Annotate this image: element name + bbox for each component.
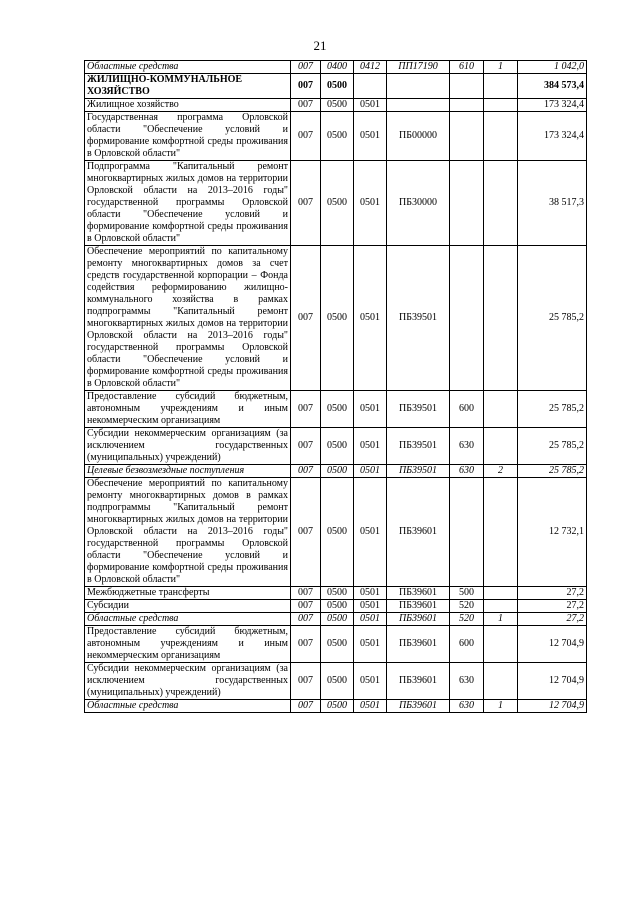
section-code-cell: 0500 <box>321 99 354 112</box>
table-row <box>85 626 587 663</box>
item-name-cell: Предоставление субсидий бюджетным, автономным учреждениям и иным некоммерческим организациям <box>85 391 291 428</box>
amount-cell: 1 042,0 <box>518 61 587 74</box>
target-item-code-cell <box>387 74 450 99</box>
target-item-code-cell: ПБ39601 <box>387 478 450 587</box>
target-item-code-cell: ПБ39601 <box>387 663 450 700</box>
expense-type-code-cell <box>450 112 484 161</box>
department-code-cell: 007 <box>291 587 321 600</box>
page-number: 21 <box>313 38 327 53</box>
section-code-cell: 0500 <box>321 587 354 600</box>
funding-source-cell <box>484 246 518 391</box>
section-code-cell: 0500 <box>321 613 354 626</box>
expense-type-code-cell: 630 <box>450 700 484 713</box>
subsection-code-cell: 0501 <box>354 700 387 713</box>
target-item-code-cell: ПБ39501 <box>387 246 450 391</box>
table-row <box>85 700 587 713</box>
item-name-cell: Предоставление субсидий бюджетным, автономным учреждениям и иным некоммерческим организациям <box>85 626 291 663</box>
table-row <box>85 600 587 613</box>
amount-cell: 27,2 <box>518 600 587 613</box>
department-code-cell: 007 <box>291 626 321 663</box>
table-row <box>85 61 587 74</box>
target-item-code-cell <box>387 99 450 112</box>
subsection-code-cell: 0501 <box>354 600 387 613</box>
table-row <box>85 161 587 246</box>
expense-type-code-cell: 630 <box>450 663 484 700</box>
amount-cell: 27,2 <box>518 587 587 600</box>
funding-source-cell: 1 <box>484 700 518 713</box>
table-row <box>85 99 587 112</box>
department-code-cell: 007 <box>291 600 321 613</box>
expense-type-code-cell <box>450 478 484 587</box>
table-row <box>85 112 587 161</box>
table-row <box>85 478 587 587</box>
department-code-cell: 007 <box>291 74 321 99</box>
subsection-code-cell: 0501 <box>354 112 387 161</box>
subsection-code-cell: 0501 <box>354 465 387 478</box>
department-code-cell: 007 <box>291 613 321 626</box>
amount-cell: 38 517,3 <box>518 161 587 246</box>
table-row <box>85 587 587 600</box>
target-item-code-cell: ПБ30000 <box>387 161 450 246</box>
target-item-code-cell: ПП17190 <box>387 61 450 74</box>
target-item-code-cell: ПБ39601 <box>387 613 450 626</box>
expense-type-code-cell: 630 <box>450 465 484 478</box>
section-code-cell: 0500 <box>321 74 354 99</box>
funding-source-cell <box>484 112 518 161</box>
funding-source-cell: 1 <box>484 61 518 74</box>
item-name-cell: Подпрограмма "Капитальный ремонт многоквартирных жилых домов на территории Орловской области на 2013–2016 годы" государственной программы Орловской области "Обеспечение условий и формирование комфортной среды проживания в Орловской области" <box>85 161 291 246</box>
item-name-cell: Жилищное хозяйство <box>85 99 291 112</box>
section-code-cell: 0500 <box>321 161 354 246</box>
item-name-cell: Государственная программа Орловской области "Обеспечение условий и формирование комфортной среды проживания в Орловской области" <box>85 112 291 161</box>
item-name-cell: Субсидии некоммерческим организациям (за исключением государственных (муниципальных) учреждений) <box>85 663 291 700</box>
amount-cell: 25 785,2 <box>518 246 587 391</box>
amount-cell: 12 704,9 <box>518 626 587 663</box>
target-item-code-cell: ПБ39501 <box>387 428 450 465</box>
amount-cell: 27,2 <box>518 613 587 626</box>
target-item-code-cell: ПБ39601 <box>387 600 450 613</box>
funding-source-cell <box>484 74 518 99</box>
table-row <box>85 465 587 478</box>
expense-type-code-cell: 600 <box>450 391 484 428</box>
item-name-cell: Субсидии <box>85 600 291 613</box>
expense-type-code-cell: 610 <box>450 61 484 74</box>
subsection-code-cell: 0501 <box>354 587 387 600</box>
department-code-cell: 007 <box>291 61 321 74</box>
item-name-cell: Субсидии некоммерческим организациям (за исключением государственных (муниципальных) учреждений) <box>85 428 291 465</box>
subsection-code-cell <box>354 74 387 99</box>
subsection-code-cell: 0501 <box>354 391 387 428</box>
budget-table <box>84 60 587 713</box>
expense-type-code-cell <box>450 99 484 112</box>
section-code-cell: 0500 <box>321 246 354 391</box>
item-name-cell: Областные средства <box>85 700 291 713</box>
expense-type-code-cell: 520 <box>450 613 484 626</box>
target-item-code-cell: ПБ39501 <box>387 391 450 428</box>
amount-cell: 25 785,2 <box>518 428 587 465</box>
amount-cell: 173 324,4 <box>518 112 587 161</box>
subsection-code-cell: 0501 <box>354 478 387 587</box>
department-code-cell: 007 <box>291 99 321 112</box>
funding-source-cell <box>484 478 518 587</box>
expense-type-code-cell <box>450 246 484 391</box>
department-code-cell: 007 <box>291 700 321 713</box>
funding-source-cell <box>484 587 518 600</box>
item-name-cell: Областные средства <box>85 613 291 626</box>
amount-cell: 12 704,9 <box>518 700 587 713</box>
amount-cell: 173 324,4 <box>518 99 587 112</box>
expense-type-code-cell: 600 <box>450 626 484 663</box>
section-code-cell: 0500 <box>321 663 354 700</box>
funding-source-cell: 2 <box>484 465 518 478</box>
department-code-cell: 007 <box>291 478 321 587</box>
department-code-cell: 007 <box>291 465 321 478</box>
item-name-cell: Обеспечение мероприятий по капитальному ремонту многоквартирных домов в рамках подпрограммы "Капитальный ремонт многоквартирных жилых домов на территории Орловской области на 2013–2016 годы" государственной программы Орловской области "Обеспечение условий и формирование комфортной среды проживания в Орловской области" <box>85 478 291 587</box>
expense-type-code-cell <box>450 161 484 246</box>
section-code-cell: 0400 <box>321 61 354 74</box>
item-name-cell: Целевые безвозмездные поступления <box>85 465 291 478</box>
subsection-code-cell: 0501 <box>354 161 387 246</box>
subsection-code-cell: 0501 <box>354 246 387 391</box>
target-item-code-cell: ПБ39601 <box>387 700 450 713</box>
expense-type-code-cell: 630 <box>450 428 484 465</box>
section-code-cell: 0500 <box>321 478 354 587</box>
table-row <box>85 663 587 700</box>
amount-cell: 25 785,2 <box>518 465 587 478</box>
expense-type-code-cell: 500 <box>450 587 484 600</box>
amount-cell: 12 732,1 <box>518 478 587 587</box>
item-name-cell: Межбюджетные трансферты <box>85 587 291 600</box>
table-row <box>85 74 587 99</box>
subsection-code-cell: 0501 <box>354 428 387 465</box>
department-code-cell: 007 <box>291 112 321 161</box>
section-code-cell: 0500 <box>321 428 354 465</box>
department-code-cell: 007 <box>291 161 321 246</box>
section-code-cell: 0500 <box>321 391 354 428</box>
funding-source-cell <box>484 663 518 700</box>
funding-source-cell <box>484 626 518 663</box>
table-row <box>85 613 587 626</box>
funding-source-cell <box>484 391 518 428</box>
table-body <box>85 61 587 713</box>
funding-source-cell: 1 <box>484 613 518 626</box>
subsection-code-cell: 0501 <box>354 99 387 112</box>
section-code-cell: 0500 <box>321 700 354 713</box>
table-row <box>85 428 587 465</box>
target-item-code-cell: ПБ00000 <box>387 112 450 161</box>
department-code-cell: 007 <box>291 391 321 428</box>
section-code-cell: 0500 <box>321 112 354 161</box>
subsection-code-cell: 0412 <box>354 61 387 74</box>
department-code-cell: 007 <box>291 663 321 700</box>
table-row <box>85 391 587 428</box>
target-item-code-cell: ПБ39601 <box>387 587 450 600</box>
funding-source-cell <box>484 161 518 246</box>
subsection-code-cell: 0501 <box>354 663 387 700</box>
item-name-cell: Областные средства <box>85 61 291 74</box>
amount-cell: 384 573,4 <box>518 74 587 99</box>
department-code-cell: 007 <box>291 246 321 391</box>
table-row <box>85 246 587 391</box>
section-code-cell: 0500 <box>321 626 354 663</box>
funding-source-cell <box>484 99 518 112</box>
target-item-code-cell: ПБ39501 <box>387 465 450 478</box>
section-code-cell: 0500 <box>321 600 354 613</box>
department-code-cell: 007 <box>291 428 321 465</box>
expense-type-code-cell: 520 <box>450 600 484 613</box>
section-code-cell: 0500 <box>321 465 354 478</box>
expense-type-code-cell <box>450 74 484 99</box>
subsection-code-cell: 0501 <box>354 613 387 626</box>
target-item-code-cell: ПБ39601 <box>387 626 450 663</box>
amount-cell: 12 704,9 <box>518 663 587 700</box>
amount-cell: 25 785,2 <box>518 391 587 428</box>
item-name-cell: Обеспечение мероприятий по капитальному ремонту многоквартирных домов за счет средств государственной корпорации – Фонда содействия реформированию жилищно-коммунального хозяйства в рамках подпрограммы "Капитальный ремонт многоквартирных жилых домов на территории Орловской области на 2013–2016 годы" государственной программы Орловской области "Обеспечение условий и формирование комфортной среды проживания в Орловской области" <box>85 246 291 391</box>
subsection-code-cell: 0501 <box>354 626 387 663</box>
funding-source-cell <box>484 428 518 465</box>
funding-source-cell <box>484 600 518 613</box>
item-name-cell: ЖИЛИЩНО-КОММУНАЛЬНОЕ ХОЗЯЙСТВО <box>85 74 291 99</box>
